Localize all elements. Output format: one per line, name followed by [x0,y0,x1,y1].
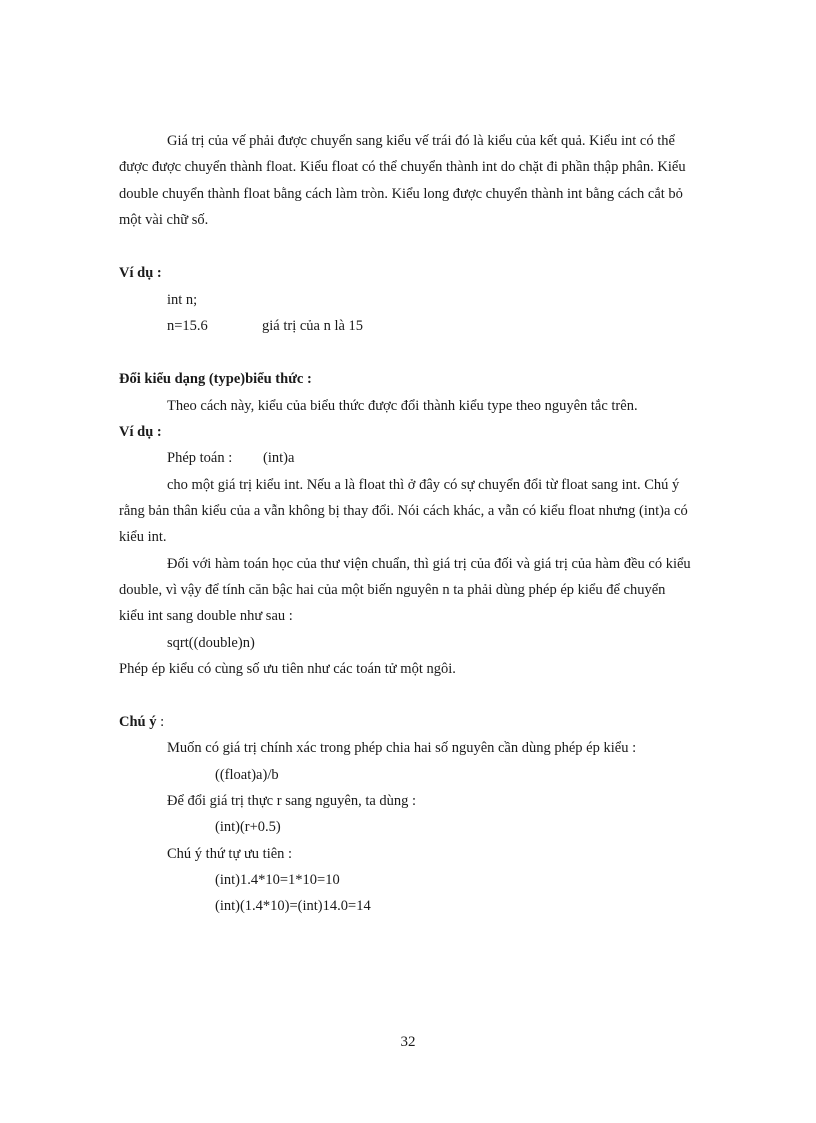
paragraph-line: Giá trị của vế phải được chuyển sang kiểu vế trái đó là kiểu của kết quả. Kiểu int có thể [167,133,675,149]
code-line [167,317,363,335]
code-line: (int)1.4*10=1*10=10 [215,872,340,888]
note-line: Để đổi giá trị thực r sang nguyên, ta dùng : [167,793,417,809]
paragraph-line: kiểu int sang double như sau : [119,608,293,624]
note-heading [119,713,164,731]
paragraph-line: cho một giá trị kiểu int. Nếu a là float thì ở đây có sự chuyển đổi từ float sang int. Chú ý [167,477,680,493]
paragraph-line: Phép ép kiểu có cùng số ưu tiên như các toán tử một ngôi. [119,661,456,677]
operation-label: Phép toán : [167,450,233,466]
example-heading: Ví dụ : [119,424,162,440]
note-line: Muốn có giá trị chính xác trong phép chia hai số nguyên cần dùng phép ép kiểu : [167,740,637,756]
note-line: Chú ý thứ tự ưu tiên : [167,846,293,862]
code-line: ((float)a)/b [215,767,279,783]
paragraph-line: một vài chữ số. [119,212,209,228]
code-line: (int)(r+0.5) [215,819,281,835]
paragraph-line: double chuyển thành float bằng cách làm tròn. Kiểu long được chuyển thành int bằng cách cắt bỏ [119,186,683,202]
note-heading-text: Chú ý [119,714,157,730]
paragraph-line: được được chuyển thành float. Kiểu float có thể chuyển thành int do chặt đi phần thập phân. Kiểu [119,159,686,175]
paragraph-line: double, vì vậy để tính căn bậc hai của một biến nguyên n ta phải dùng phép ép kiểu để chuyển [119,582,666,598]
paragraph-line: Đối với hàm toán học của thư viện chuẩn, thì giá trị của đối và giá trị của hàm đều có kiểu [167,556,691,572]
paragraph-line: rằng bản thân kiểu của a vẫn không bị thay đổi. Nói cách khác, a vẫn có kiểu float nhưng (int)a có [119,503,688,519]
code-text: n=15.6 [167,318,208,334]
paragraph-line: Theo cách này, kiểu của biểu thức được đổi thành kiểu type theo nguyên tắc trên. [167,398,638,414]
section-heading: Đổi kiểu dạng (type)biểu thức : [119,371,312,387]
example-heading: Ví dụ : [119,265,162,281]
page-number: 32 [400,1034,416,1050]
code-line: int n; [167,292,198,308]
code-line: (int)(1.4*10)=(int)14.0=14 [215,898,371,914]
paragraph-line: kiểu int. [119,529,167,545]
code-line: sqrt((double)n) [167,635,255,651]
code-note: giá trị của n là 15 [262,318,364,334]
operation-code: (int)a [263,450,295,466]
note-heading-suffix: : [156,714,165,730]
operation-line [167,449,294,467]
